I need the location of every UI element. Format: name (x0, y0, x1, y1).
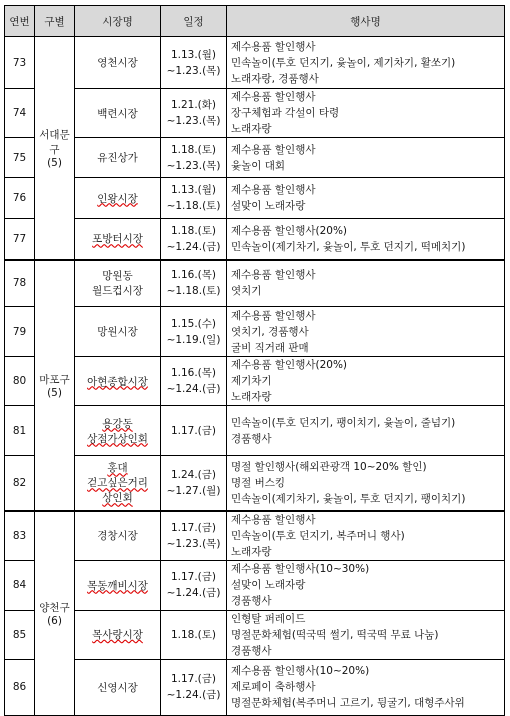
table-row (5, 89, 505, 138)
events-cell (227, 37, 505, 89)
row-number: 74 (5, 89, 35, 138)
schedule-end: ~1.18.(토) (166, 285, 221, 298)
market-name: 아현종합시장 (75, 357, 161, 406)
schedule-cell (161, 659, 227, 715)
schedule-cell (161, 307, 227, 357)
row-number: 81 (5, 406, 35, 456)
row-number: 78 (5, 260, 35, 307)
market-name: 용강동 상점가상인회 (75, 406, 161, 456)
table-row (5, 219, 505, 260)
event-line: 명절 버스킹 (231, 476, 286, 489)
table-row (5, 357, 505, 406)
market-name: 유진상가 (75, 138, 161, 178)
header-row (5, 6, 505, 37)
event-line: 윷놀이 대회 (231, 159, 286, 172)
schedule-cell (161, 406, 227, 456)
event-line: 설맞이 노래자랑 (231, 579, 306, 591)
row-number: 79 (5, 307, 35, 357)
schedule-end: ~1.23.(목) (166, 159, 221, 172)
row-number: 73 (5, 37, 35, 89)
row-number: 82 (5, 456, 35, 511)
market-name: 포방터시장 (75, 219, 161, 260)
event-line: 경품행사 (231, 644, 272, 657)
event-line: 굴비 직거래 판매 (231, 341, 309, 354)
schedule-cell (161, 219, 227, 260)
events-cell (227, 659, 505, 715)
schedule-cell (161, 456, 227, 511)
events-cell (227, 219, 505, 260)
events-cell (227, 178, 505, 219)
row-number: 77 (5, 219, 35, 260)
market-name: 백련시장 (75, 89, 161, 138)
event-line: 제수용품 할인행사(20%) (231, 224, 348, 237)
table-row (5, 260, 505, 307)
table-row (5, 560, 505, 610)
header-no: 연번 (5, 6, 35, 37)
schedule-start: 1.17.(금) (170, 521, 217, 534)
schedule-cell (161, 610, 227, 659)
schedule-start: 1.15.(수) (170, 317, 217, 330)
events-cell (227, 138, 505, 178)
table-row (5, 659, 505, 715)
event-line: 설맞이 노래자랑 (231, 200, 306, 212)
schedule-end: ~1.23.(목) (166, 115, 221, 127)
schedule-end: ~1.18.(토) (166, 200, 221, 212)
schedule-cell (161, 560, 227, 610)
row-number: 86 (5, 659, 35, 715)
market-events-table (4, 5, 505, 716)
table-row (5, 406, 505, 456)
schedule-start: 1.18.(토) (170, 143, 217, 156)
event-line: 제수용품 할인행사 (231, 184, 316, 196)
header-market: 시장명 (75, 6, 161, 37)
schedule-end: ~1.24.(금) (166, 587, 221, 599)
market-name: 홍대 걷고싶은거리 상인회 (75, 456, 161, 511)
table-row (5, 307, 505, 357)
events-cell (227, 406, 505, 456)
events-cell (227, 357, 505, 406)
table-row (5, 37, 505, 89)
events-cell (227, 456, 505, 511)
schedule-cell (161, 260, 227, 307)
event-line: 명절문화체험(떡국떡 썰기, 떡국떡 무료 나눔) (231, 628, 439, 641)
event-line: 명절 할인행사(해외관광객 10~20% 할인) (231, 460, 427, 473)
schedule-end: ~1.23.(목) (166, 64, 221, 77)
market-name: 인왕시장 (75, 178, 161, 219)
table-row (5, 511, 505, 561)
events-cell (227, 260, 505, 307)
district-cell: 양천구 (6) (35, 511, 75, 716)
schedule-end: ~1.24.(금) (166, 689, 221, 701)
event-line: 제수용품 할인행사(10~30%) (231, 563, 370, 575)
table-row (5, 456, 505, 511)
event-line: 제수용품 할인행사 (231, 91, 316, 103)
schedule-start: 1.13.(월) (170, 48, 217, 61)
schedule-cell (161, 138, 227, 178)
table-row (5, 610, 505, 659)
event-line: 제수용품 할인행사 (231, 309, 316, 322)
district-cell: 서대문구 (5) (35, 37, 75, 260)
events-cell (227, 560, 505, 610)
schedule-start: 1.16.(목) (170, 269, 217, 282)
schedule-end: ~1.19.(일) (166, 333, 221, 346)
schedule-start: 1.18.(토) (170, 224, 217, 237)
market-name: 망원시장 (75, 307, 161, 357)
schedule-start: 1.17.(금) (170, 673, 217, 685)
table-row (5, 178, 505, 219)
schedule-start: 1.17.(금) (170, 424, 217, 437)
events-cell (227, 610, 505, 659)
row-number: 85 (5, 610, 35, 659)
event-line: 노래자랑 (231, 391, 272, 403)
event-line: 제수용품 할인행사 (231, 269, 316, 282)
event-line: 경품행사 (231, 595, 272, 607)
schedule-start: 1.16.(목) (170, 367, 217, 379)
event-line: 엿치기 (231, 285, 262, 298)
market-name: 목동깨비시장 (75, 560, 161, 610)
events-cell (227, 511, 505, 561)
row-number: 75 (5, 138, 35, 178)
header-gu: 구별 (35, 6, 75, 37)
row-number: 84 (5, 560, 35, 610)
district-cell: 마포구 (5) (35, 260, 75, 511)
header-date: 일정 (161, 6, 227, 37)
schedule-start: 1.17.(금) (170, 571, 217, 583)
schedule-cell (161, 89, 227, 138)
event-line: 민속놀이(제기차기, 윷놀이, 투호 던지기, 팽이치기) (231, 492, 466, 505)
market-name: 경창시장 (75, 511, 161, 561)
event-line: 노래자랑, 경품행사 (231, 72, 319, 85)
event-line: 제수용품 할인행사 (231, 40, 316, 53)
market-name: 목사랑시장 (75, 610, 161, 659)
schedule-end: ~1.23.(목) (166, 537, 221, 550)
row-number: 83 (5, 511, 35, 561)
schedule-end: ~1.24.(금) (166, 383, 221, 395)
event-line: 인형탈 퍼레이드 (231, 612, 306, 625)
event-line: 제수용품 할인행사 (231, 143, 316, 156)
schedule-cell (161, 511, 227, 561)
event-line: 노래자랑 (231, 123, 272, 135)
event-line: 노래자랑 (231, 545, 272, 558)
market-name: 망원동 월드컵시장 (75, 260, 161, 307)
schedule-start: 1.13.(월) (170, 184, 217, 196)
schedule-end: ~1.24.(금) (166, 240, 221, 253)
event-line: 민속놀이(투호 던지기, 윷놀이, 제기차기, 활쏘기) (231, 56, 456, 69)
table-row (5, 138, 505, 178)
event-line: 민속놀이(투호 던지기, 팽이치기, 윷놀이, 줄넘기) (231, 416, 456, 429)
event-line: 경품행사 (231, 432, 272, 445)
events-cell (227, 307, 505, 357)
schedule-start: 1.18.(토) (170, 628, 217, 641)
header-events: 행사명 (227, 6, 505, 37)
schedule-cell (161, 178, 227, 219)
event-line: 제수용품 할인행사(10~20%) (231, 665, 370, 677)
row-number: 80 (5, 357, 35, 406)
event-line: 민속놀이(제기차기, 윷놀이, 투호 던지기, 떡메치기) (231, 240, 466, 253)
event-line: 장구체험과 각설이 타령 (231, 107, 340, 119)
market-name: 영천시장 (75, 37, 161, 89)
event-line: 제로페이 축하행사 (231, 681, 316, 693)
events-cell (227, 89, 505, 138)
event-line: 제수용품 할인행사(20%) (231, 359, 348, 371)
event-line: 명절문화체험(복주머니 고르기, 뒹굴기, 대형주사위 (231, 697, 465, 709)
schedule-start: 1.24.(금) (170, 468, 217, 481)
event-line: 제수용품 할인행사 (231, 513, 316, 526)
row-number: 76 (5, 178, 35, 219)
event-line: 민속놀이(투호 던지기, 복주머니 행사) (231, 529, 405, 542)
schedule-end: ~1.27.(월) (166, 484, 221, 497)
schedule-cell (161, 37, 227, 89)
schedule-cell (161, 357, 227, 406)
market-name: 신영시장 (75, 659, 161, 715)
event-line: 엿치기, 경품행사 (231, 325, 309, 338)
event-line: 제기차기 (231, 375, 272, 387)
schedule-start: 1.21.(화) (170, 99, 217, 111)
